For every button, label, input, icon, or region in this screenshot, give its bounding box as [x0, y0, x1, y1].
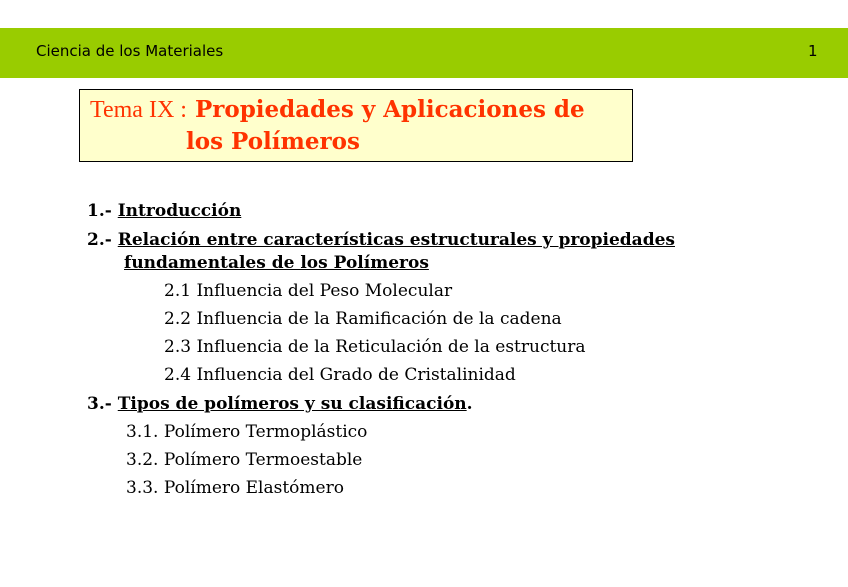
section-3	[87, 394, 473, 414]
subsection-2-4: 2.4 Influencia del Grado de Cristalinidad	[164, 365, 516, 385]
section-2-number: 2.-	[87, 230, 112, 250]
section-1-number: 1.-	[87, 201, 112, 221]
section-3-title: Tipos de polímeros y su clasificación	[117, 394, 467, 414]
section-2-title-line-1: Relación entre características estructurales y propiedades	[117, 230, 675, 250]
subsection-2-3: 2.3 Influencia de la Reticulación de la estructura	[164, 337, 586, 357]
section-1-title: Introducción	[117, 201, 242, 221]
subsection-2-1: 2.1 Influencia del Peso Molecular	[164, 281, 453, 301]
title-prefix: Tema IX :	[90, 97, 187, 123]
page-number: 1	[808, 42, 818, 60]
section-2	[87, 230, 675, 250]
title-box	[79, 89, 633, 162]
section-3-number: 3.-	[87, 394, 112, 414]
header-bar	[0, 28, 848, 78]
subsection-2-2: 2.2 Influencia de la Ramificación de la cadena	[164, 309, 562, 329]
section-2-title-line-2: fundamentales de los Polímeros	[124, 253, 429, 273]
title-line-1	[90, 96, 585, 124]
subsection-3-2: 3.2. Polímero Termoestable	[126, 450, 363, 470]
course-title: Ciencia de los Materiales	[36, 42, 224, 60]
section-3-period: .	[466, 394, 473, 414]
section-1	[87, 201, 241, 221]
subsection-3-1: 3.1. Polímero Termoplástico	[126, 422, 368, 442]
subsection-3-3: 3.3. Polímero Elastómero	[126, 478, 344, 498]
title-main: Propiedades y Aplicaciones de	[194, 96, 585, 123]
title-line-2: los Polímeros	[186, 128, 360, 155]
